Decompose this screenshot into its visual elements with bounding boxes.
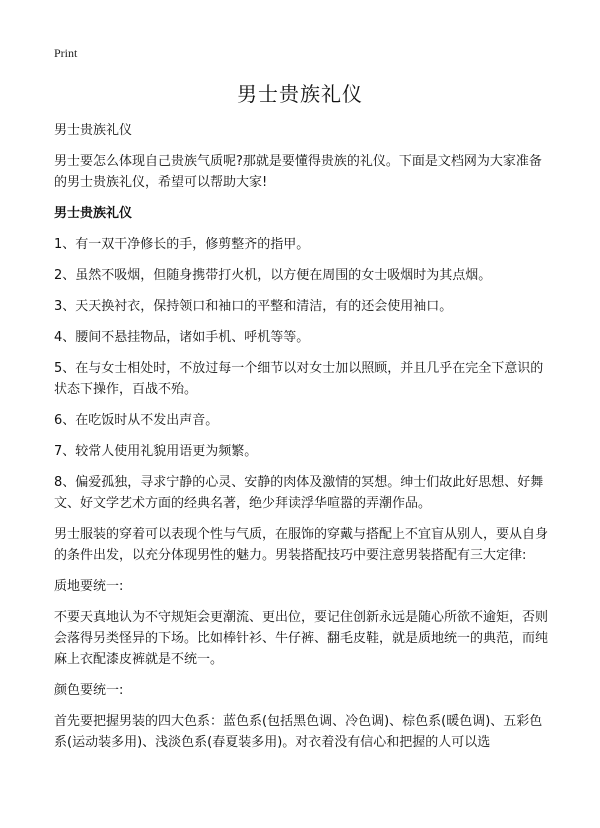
list-item: 4、腰间不悬挂物品，诸如手机、呼机等等。 [54,330,310,345]
section-heading: 男士贵族礼仪 [54,206,133,221]
article-subtitle: 男士贵族礼仪 [54,123,133,138]
texture-paragraph: 不要天真地认为不守规矩会更潮流、更出位，要记住创新永远是随心所欲不逾矩，否则会落得另类怪异的下场。比如棒针衫、牛仔裤、翻毛皮鞋，就是质地统一的典范，而纯麻上衣配漆皮裤就是不统一。 [54,610,549,667]
list-item: 8、偏爱孤独，寻求宁静的心灵、安静的肉体及激情的冥想。绅士们故此好思想、好舞文、好文学艺术方面的经典名著，绝少拜读浮华喧嚣的弄潮作品。 [54,475,544,511]
texture-heading: 质地要统一: [54,579,124,594]
color-heading: 颜色要统一: [54,683,124,698]
color-paragraph: 首先要把握男装的四大色系：蓝色系(包括黑色调、冷色调)、棕色系(暖色调)、五彩色系(运动装多用)、浅淡色系(春夏装多用)。对衣着没有信心和把握的人可以选 [54,714,543,750]
list-item: 1、有一双干净修长的手，修剪整齐的指甲。 [54,237,310,252]
list-item: 7、较常人使用礼貌用语更为频繁。 [54,444,258,459]
article-body [54,120,554,763]
list-item: 2、虽然不吸烟，但随身携带打火机，以方便在周围的女士吸烟时为其点烟。 [54,268,492,283]
list-item: 5、在与女士相处时，不放过每一个细节以对女士加以照顾，并且几乎在完全下意识的状态下操作，百战不殆。 [54,361,544,397]
print-link[interactable]: Print [54,46,78,60]
list-item: 3、天天换衬衣，保持领口和袖口的平整和清洁，有的还会使用袖口。 [54,299,453,314]
intro-paragraph: 男士要怎么体现自己贵族气质呢?那就是要懂得贵族的礼仪。下面是文档网为大家准备的男士贵族礼仪，希望可以帮助大家! [54,154,542,190]
page-title: 男士贵族礼仪 [237,82,363,106]
clothing-paragraph: 男士服装的穿着可以表现个性与气质，在服饰的穿戴与搭配上不宜盲从别人，要从自身的条件出发，以充分体现男性的魅力。男装搭配技巧中要注意男装搭配有三大定律: [54,527,549,563]
list-item: 6、在吃饭时从不发出声音。 [54,413,219,428]
